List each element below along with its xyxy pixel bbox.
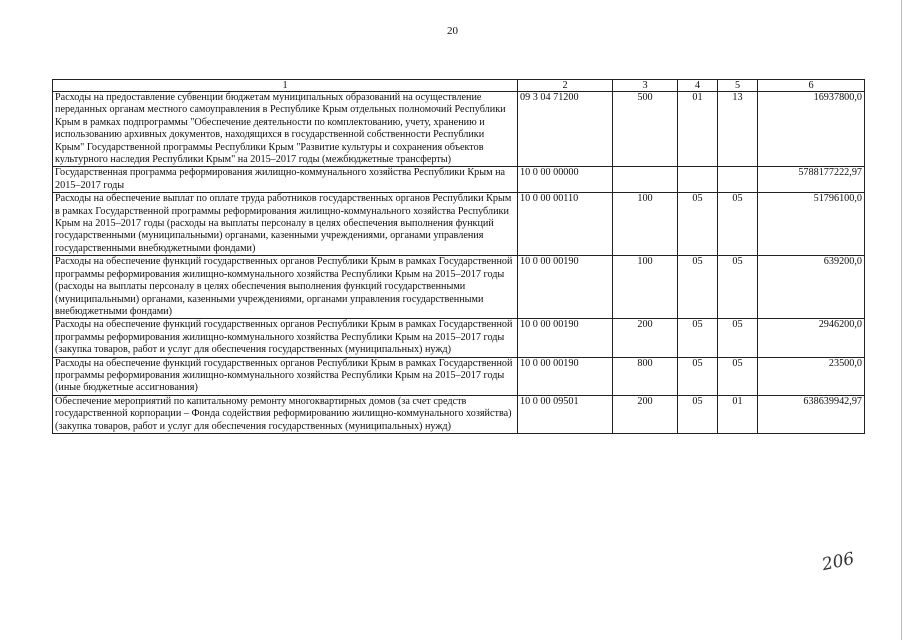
row-expense-type: 100 [613,193,678,256]
row-section: 05 [678,357,718,395]
row-amount: 16937800,0 [758,92,865,167]
row-code: 10 0 00 00190 [518,357,613,395]
row-subsection: 05 [718,319,758,357]
row-code: 10 0 00 09501 [518,395,613,433]
row-expense-type: 200 [613,395,678,433]
row-expense-type: 800 [613,357,678,395]
scan-edge-line [901,0,902,640]
row-section: 01 [678,92,718,167]
row-description: Обеспечение мероприятий по капитальному ремонту многоквартирных домов (за счет средств государственной корпорации – Фонда содействия реформированию жилищно-коммунального хозяйства) (закупка товаров, работ и услуг для обеспечения государственных (муниципальных) нужд) [53,395,518,433]
table-row [53,395,865,433]
row-code: 09 3 04 71200 [518,92,613,167]
row-subsection: 05 [718,357,758,395]
row-description: Расходы на предоставление субвенции бюджетам муниципальных образований на осуществление переданных органам местного самоуправления в Республике Крым отдельных полномочий Республики Крым в рамках подпрограммы "Обеспечение деятельности по комплектованию, учету, хранению и использованию архивных документов, находящихся в государственной собственности Республики Крым" Государственной программы Республики Крым "Развитие культуры и сохранения объектов культурного наследия Республики Крым" на 2015–2017 годы (межбюджетные трансферты) [53,92,518,167]
row-amount: 5788177222,97 [758,167,865,193]
row-section: 05 [678,319,718,357]
table-header-row [53,80,865,92]
row-expense-type: 200 [613,319,678,357]
column-header-5: 5 [718,80,758,92]
page-number: 20 [447,25,458,37]
row-description: Расходы на обеспечение выплат по оплате труда работников государственных органов Республики Крым в рамках Государственной программы реформирования жилищно-коммунального хозяйства Республики Крым на 2015–2017 годы (расходы на выплаты персоналу в целях обеспечения выполнения функций государственными (муниципальными) органами, казенными учреждениями, органами управления государственными внебюджетными фондами) [53,193,518,256]
row-subsection [718,167,758,193]
row-section: 05 [678,256,718,319]
row-subsection: 05 [718,256,758,319]
row-code: 10 0 00 00000 [518,167,613,193]
column-header-4: 4 [678,80,718,92]
column-header-1: 1 [53,80,518,92]
row-section: 05 [678,193,718,256]
row-description: Государственная программа реформирования жилищно-коммунального хозяйства Республики Крым на 2015–2017 годы [53,167,518,193]
row-amount: 51796100,0 [758,193,865,256]
row-section [678,167,718,193]
row-code: 10 0 00 00190 [518,319,613,357]
row-subsection: 13 [718,92,758,167]
budget-table [52,79,865,434]
row-code: 10 0 00 00190 [518,256,613,319]
row-amount: 639200,0 [758,256,865,319]
row-amount: 638639942,97 [758,395,865,433]
table-row [53,92,865,167]
row-description: Расходы на обеспечение функций государственных органов Республики Крым в рамках Государственной программы реформирования жилищно-коммунального хозяйства Республики Крым на 2015–2017 годы (закупка товаров, работ и услуг для обеспечения государственных (муниципальных) нужд) [53,319,518,357]
row-amount: 23500,0 [758,357,865,395]
table-row [53,357,865,395]
handwritten-page-mark: 206 [820,548,857,576]
row-subsection: 05 [718,193,758,256]
row-expense-type [613,167,678,193]
row-subsection: 01 [718,395,758,433]
table-row [53,167,865,193]
row-description: Расходы на обеспечение функций государственных органов Республики Крым в рамках Государственной программы реформирования жилищно-коммунального хозяйства Республики Крым на 2015–2017 годы (расходы на выплаты персоналу в целях обеспечения выполнения функций государственными (муниципальными) органами, казенными учреждениями, органами управления государственными внебюджетными фондами) [53,256,518,319]
row-expense-type: 100 [613,256,678,319]
row-expense-type: 500 [613,92,678,167]
table-row [53,256,865,319]
column-header-3: 3 [613,80,678,92]
row-code: 10 0 00 00110 [518,193,613,256]
table-row [53,319,865,357]
row-amount: 2946200,0 [758,319,865,357]
column-header-2: 2 [518,80,613,92]
row-section: 05 [678,395,718,433]
row-description: Расходы на обеспечение функций государственных органов Республики Крым в рамках Государственной программы реформирования жилищно-коммунального хозяйства Республики Крым на 2015–2017 годы (иные бюджетные ассигнования) [53,357,518,395]
table-row [53,193,865,256]
column-header-6: 6 [758,80,865,92]
